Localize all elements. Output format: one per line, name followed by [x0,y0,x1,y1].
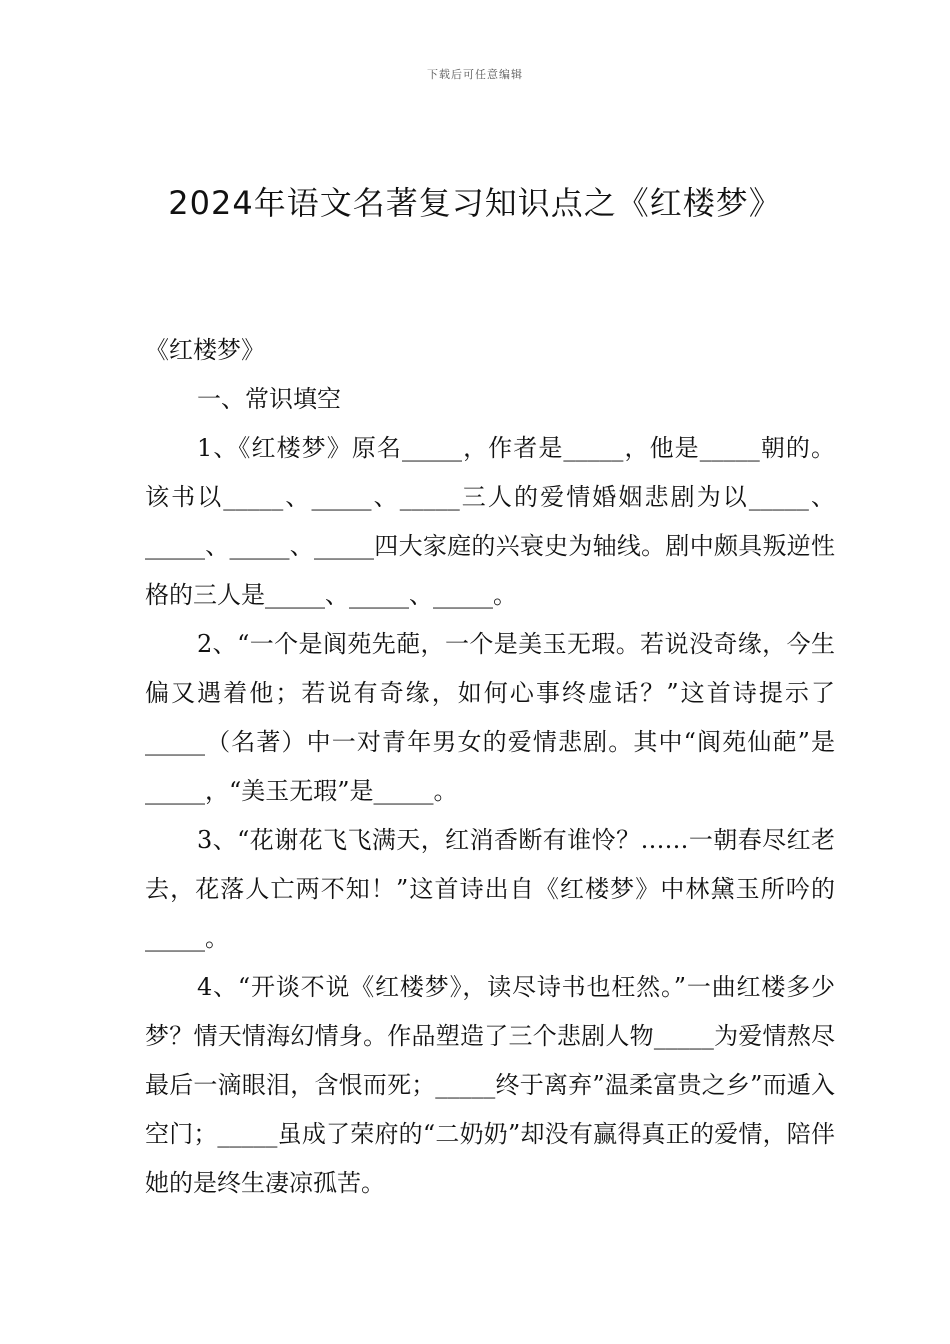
question-2: 2、“一个是阆苑先葩，一个是美玉无瑕。若说没奇缘，今生偏又遇着他；若说有奇缘，如何心事终虚话？”这首诗提示了_____（名著）中一对青年男女的爱情悲剧。其中“阆苑仙葩”是_____，“美玉无瑕”是_____。 [145,630,835,805]
document-title: 2024年语文名著复习知识点之《红楼梦》 [168,184,782,222]
page-header-note: 下载后可任意编辑 [427,68,523,81]
question-1: 1、《红楼梦》原名_____，作者是_____，他是_____朝的。该书以_____、_____、_____三人的爱情婚姻悲剧为以_____、_____、_____、_____四大家庭的兴衰史为轴线。剧中颇具叛逆性格的三人是_____、_____、_____。 [145,434,835,609]
question-3: 3、“花谢花飞飞满天，红消香断有谁怜？……一朝春尽红老去，花落人亡两不知！”这首诗出自《红楼梦》中林黛玉所吟的_____。 [145,826,835,952]
book-name: 《红楼梦》 [145,336,265,364]
document-body [145,326,835,1208]
section-heading: 一、常识填空 [197,385,341,413]
question-4: 4、“开谈不说《红楼梦》，读尽诗书也枉然。”一曲红楼多少梦？情天情海幻情身。作品塑造了三个悲剧人物_____为爱情熬尽最后一滴眼泪，含恨而死；_____终于离弃”温柔富贵之乡”而遁入空门；_____虽成了荣府的“二奶奶”却没有赢得真正的爱情，陪伴她的是终生凄凉孤苦。 [145,973,835,1197]
